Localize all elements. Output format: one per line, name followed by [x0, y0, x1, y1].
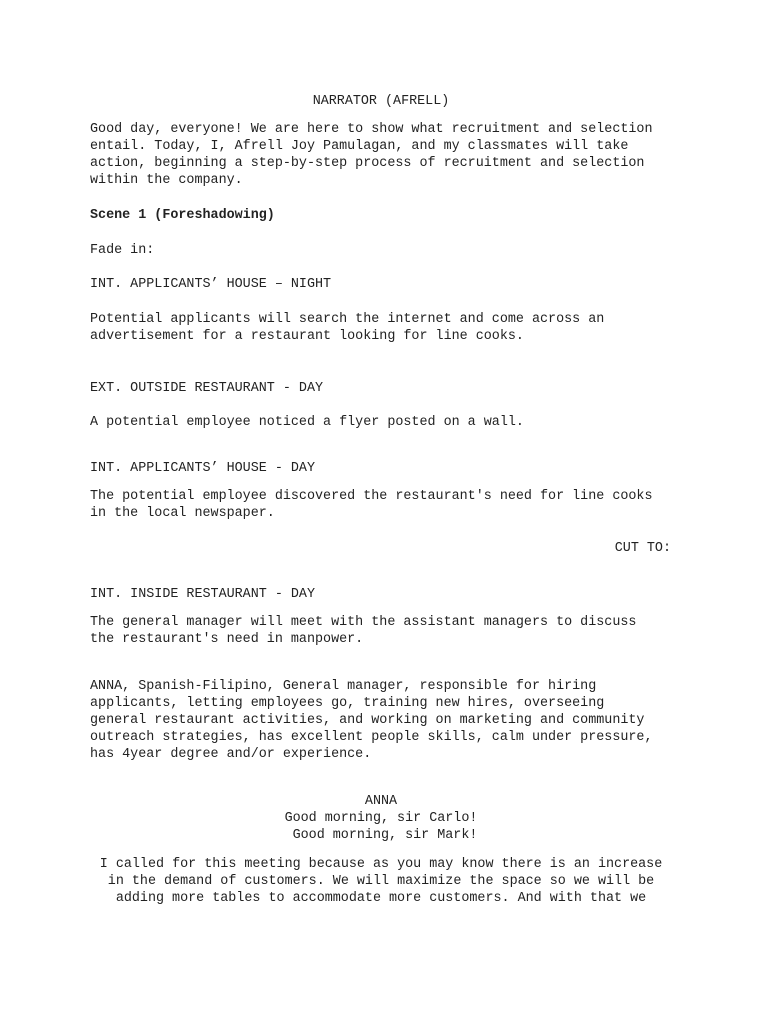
narrator-heading: NARRATOR (AFRELL): [312, 94, 450, 109]
dialogue-line: adding more tables to accommodate more customers. And with that we: [115, 891, 647, 906]
character-description-line: outreach strategies, has excellent people skills, calm under pressure,: [90, 730, 653, 745]
narrator-line: within the company.: [90, 173, 243, 188]
narrator-line: entail. Today, I, Afrell Joy Pamulagan, and my classmates will take: [90, 139, 629, 154]
character-description-line: has 4year degree and/or experience.: [90, 747, 372, 762]
character-description-line: applicants, letting employees go, training new hires, overseeing: [90, 696, 605, 711]
slugline: INT. APPLICANTS’ HOUSE - DAY: [90, 461, 315, 476]
slugline: INT. INSIDE RESTAURANT - DAY: [90, 587, 315, 602]
cut-to-transition: CUT TO:: [614, 541, 671, 556]
character-description-line: general restaurant activities, and working on marketing and community: [90, 713, 645, 728]
action-line: The general manager will meet with the assistant managers to discuss: [90, 615, 637, 630]
action-line: Potential applicants will search the internet and come across an: [90, 312, 605, 327]
narrator-line: Good day, everyone! We are here to show what recruitment and selection: [90, 122, 653, 137]
action-line: advertisement for a restaurant looking for line cooks.: [90, 329, 524, 344]
dialogue-line: Good morning, sir Carlo!: [284, 811, 478, 826]
character-cue: ANNA: [364, 794, 398, 809]
action-line: The potential employee discovered the restaurant's need for line cooks: [90, 489, 653, 504]
action-line: the restaurant's need in manpower.: [90, 632, 364, 647]
dialogue-line: Good morning, sir Mark!: [284, 828, 478, 843]
action-line: in the local newspaper.: [90, 506, 275, 521]
action-line: A potential employee noticed a flyer posted on a wall.: [90, 415, 524, 430]
slugline: EXT. OUTSIDE RESTAURANT - DAY: [90, 381, 324, 396]
scene-heading: Scene 1 (Foreshadowing): [90, 208, 275, 223]
character-description-line: ANNA, Spanish-Filipino, General manager, responsible for hiring: [90, 679, 597, 694]
narrator-line: action, beginning a step-by-step process of recruitment and selection: [90, 156, 645, 171]
slugline: INT. APPLICANTS’ HOUSE – NIGHT: [90, 277, 332, 292]
fade-in-transition: Fade in:: [90, 243, 155, 258]
dialogue-line: I called for this meeting because as you may know there is an increase: [99, 857, 663, 872]
dialogue-line: in the demand of customers. We will maximize the space so we will be: [107, 874, 655, 889]
